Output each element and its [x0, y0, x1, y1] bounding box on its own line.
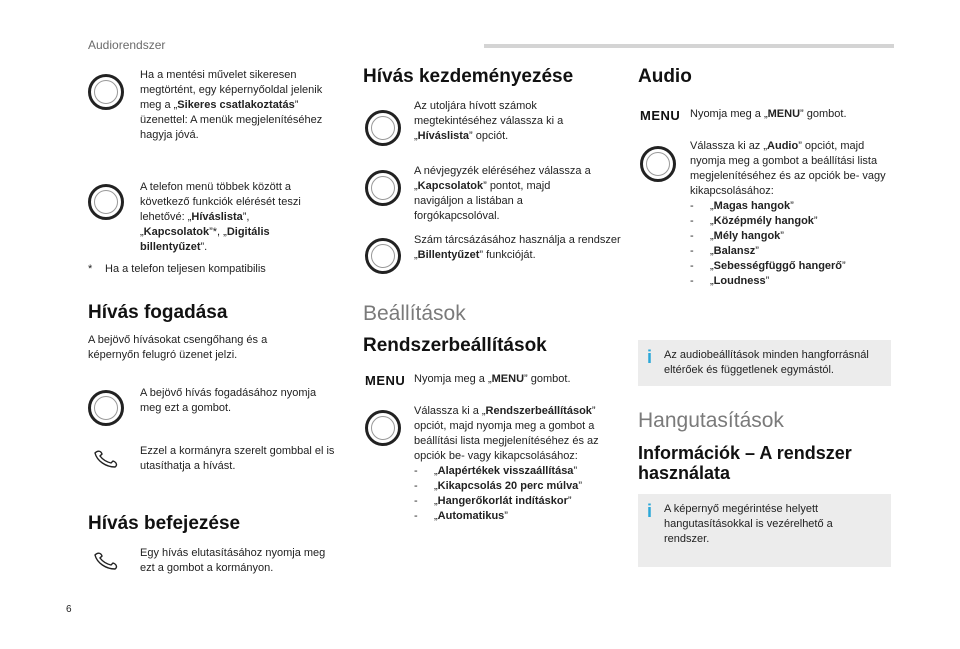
voice-commands-section-title: Hangutasítások: [638, 409, 784, 432]
phone-hangup-icon: [92, 550, 122, 570]
contacts-text: A névjegyzék eléréséhez válassza a „Kapcsolatok” pontot, majd navigáljon a listában a forgókapcsolóval.: [414, 165, 591, 222]
end-call-text: Egy hívás elutasításához nyomja meg ezt a gombot a kormányon.: [140, 547, 326, 574]
audio-settings-list: [690, 199, 890, 289]
voice-info-title: Információk – A rendszer használata: [638, 443, 852, 483]
list-item: - „Hangerőkorlát indításkor”: [414, 495, 572, 507]
rotary-knob-icon: [88, 74, 124, 110]
header-label: Audiorendszer: [88, 38, 166, 52]
phone-menu-text: A telefon menü többek között a következő funkciók elérését teszi lehetővé: „Híváslista”, „Kapcsolatok”*, „Digitális billentyűzet”.: [140, 181, 301, 253]
audio-info-note: i Az audiobeállítások minden hangforrásnál eltérőek és függetlenek egymástól.: [638, 340, 891, 386]
save-success-text: Ha a mentési művelet sikeresen megtörtént, egy képernyőoldal jelenik meg a „Sikeres csatlakoztatás” üzenettel: A menük megjelenítéséhez hagyja jóvá.: [140, 69, 323, 141]
list-item: - „Loudness”: [690, 275, 770, 287]
system-settings-title: Rendszerbeállítások: [363, 335, 547, 356]
system-settings-text: Válassza ki a „Rendszerbeállítások” opciót, majd nyomja meg a gombot a beállítási lista megjelenítéséhez és az opciók be- vagy kikapcsolásához: - „Alapértékek visszaállítása” - „Kikapcsolás 20 perc múlva” - „Hangerőkorlát indításkor” - „Automatikus”: [414, 404, 614, 524]
list-item: - „Magas hangok”: [690, 200, 794, 212]
system-settings-list: [414, 464, 614, 524]
rotary-knob-icon: [640, 146, 676, 182]
rotary-knob-icon: [365, 238, 401, 274]
footnote: * Ha a telefon teljesen kompatibilis: [88, 263, 266, 275]
rotary-knob-icon: [88, 184, 124, 220]
page-number: 6: [66, 604, 72, 615]
keypad-text: Szám tárcsázásához használja a rendszer „Billentyűzet” funkcióját.: [414, 234, 621, 261]
reject-call-text: Ezzel a kormányra szerelt gombbal el is utasíthatja a hívást.: [140, 445, 335, 472]
list-item: - „Sebességfüggő hangerő”: [690, 260, 846, 272]
settings-section-title: Beállítások: [363, 302, 466, 325]
menu-key-icon: MENU: [640, 108, 681, 123]
answer-knob-text: A bejövő hívás fogadásához nyomja meg ezt a gombot.: [140, 387, 317, 414]
menu-press-text: Nyomja meg a „MENU” gombot.: [690, 108, 847, 120]
audio-settings-text: Válassza ki az „Audio” opciót, majd nyomja meg a gombot a beállítási lista megjelenítéséhez és az opciók be- vagy kikapcsolásához: - „Magas hangok” - „Középmély hangok” - „Mély hangok” - „Balansz” - „Sebességfüggő hangerő” - „Loudness”: [690, 139, 890, 289]
list-item: - „Automatikus”: [414, 510, 508, 522]
answer-call-title: Hívás fogadása: [88, 302, 228, 323]
rotary-knob-icon: [365, 110, 401, 146]
list-item: - „Kikapcsolás 20 perc múlva”: [414, 480, 582, 492]
end-call-title: Hívás befejezése: [88, 513, 241, 534]
info-icon: i: [647, 347, 653, 367]
list-item: - „Középmély hangok”: [690, 215, 818, 227]
list-item: - „Balansz”: [690, 245, 759, 257]
menu-press-text: Nyomja meg a „MENU” gombot.: [414, 373, 571, 385]
info-icon: i: [647, 501, 653, 521]
voice-info-note: i A képernyő megérintése helyett hangutasításokkal is vezérelhető a rendszer.: [638, 494, 891, 567]
menu-key-icon: MENU: [365, 373, 406, 388]
rotary-knob-icon: [365, 170, 401, 206]
phone-hangup-icon: [92, 448, 122, 468]
initiate-call-title: Hívás kezdeményezése: [363, 66, 574, 87]
answer-call-intro: A bejövő hívásokat csengőhang és a képernyőn felugró üzenet jelzi.: [88, 334, 268, 361]
call-log-text: Az utoljára hívott számok megtekintéséhez válassza ki a „Híváslista” opciót.: [414, 100, 564, 142]
rotary-knob-icon: [365, 410, 401, 446]
audio-title: Audio: [638, 66, 692, 87]
list-item: - „Alapértékek visszaállítása”: [414, 465, 578, 477]
header-rule: [484, 44, 894, 48]
list-item: - „Mély hangok”: [690, 230, 784, 242]
rotary-knob-icon: [88, 390, 124, 426]
